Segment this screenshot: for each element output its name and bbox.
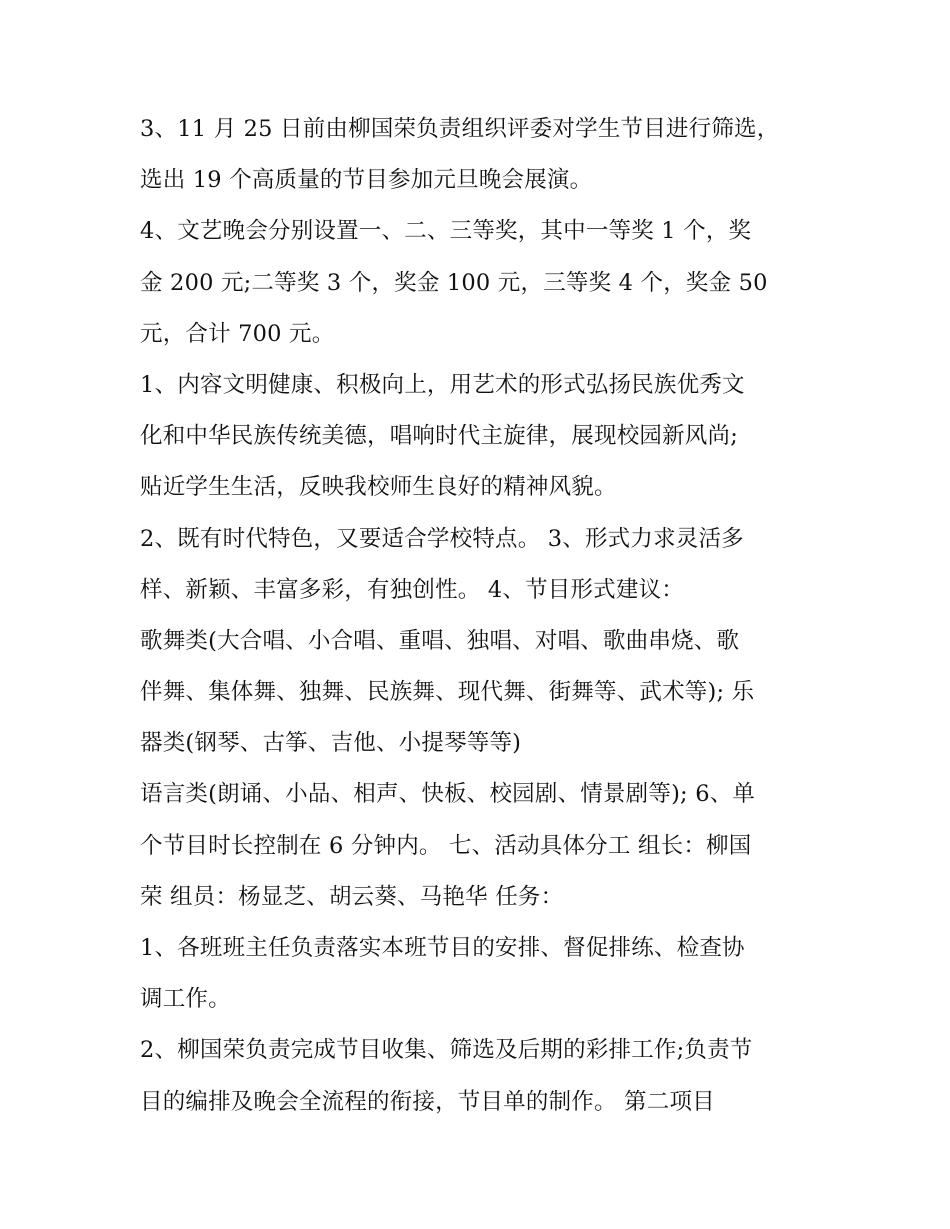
text-line: 1、各班班主任负责落实本班节目的安排、督促排练、检查协 <box>140 935 745 961</box>
text-line: 2、既有时代特色，又要适合学校特点。 3、形式力求灵活多 <box>140 525 744 552</box>
text-line: 4、文艺晚会分别设置一、二、三等奖，其中一等奖 1 个，奖 <box>140 218 752 245</box>
text-line: 语言类(朗诵、小品、相声、快板、校园剧、情景剧等); 6、单 <box>140 781 756 808</box>
text-line: 歌舞类(大合唱、小合唱、重唱、独唱、对唱、歌曲串烧、歌 <box>140 627 740 654</box>
text-line: 荣 组员：杨显芝、胡云葵、马艳华 任务： <box>140 883 564 910</box>
text-line: 伴舞、集体舞、独舞、民族舞、现代舞、街舞等、武术等); 乐 <box>140 679 755 706</box>
text-line: 金 200 元;二等奖 3 个，奖金 100 元，三等奖 4 个，奖金 50 <box>140 269 768 296</box>
text-line: 化和中华民族传统美德，唱响时代主旋律，展现校园新风尚; <box>140 423 738 450</box>
text-line: 贴近学生生活，反映我校师生良好的精神风貌。 <box>140 474 617 501</box>
text-line: 1、内容文明健康、积极向上，用艺术的形式弘扬民族优秀文 <box>140 371 745 398</box>
document-body <box>140 104 820 1128</box>
text-line: 样、新颖、丰富多彩，有独创性。 4、节目形式建议： <box>140 576 684 603</box>
text-line: 选出 19 个高质量的节目参加元旦晚会展演。 <box>140 167 593 194</box>
text-line: 调工作。 <box>140 986 231 1013</box>
text-line: 元，合计 700 元。 <box>140 320 335 347</box>
text-line: 器类(钢琴、古筝、吉他、小提琴等等) <box>140 730 522 757</box>
text-line: 目的编排及晚会全流程的衔接，节目单的制作。 第二项目 <box>140 1088 715 1115</box>
text-line: 2、柳国荣负责完成节目收集、筛选及后期的彩排工作;负责节 <box>140 1037 753 1064</box>
text-line: 个节目时长控制在 6 分钟内。 七、活动具体分工 组长：柳国 <box>140 832 752 859</box>
text-line: 3、11 月 25 日前由柳国荣负责组织评委对学生节目进行筛选， <box>140 116 780 142</box>
